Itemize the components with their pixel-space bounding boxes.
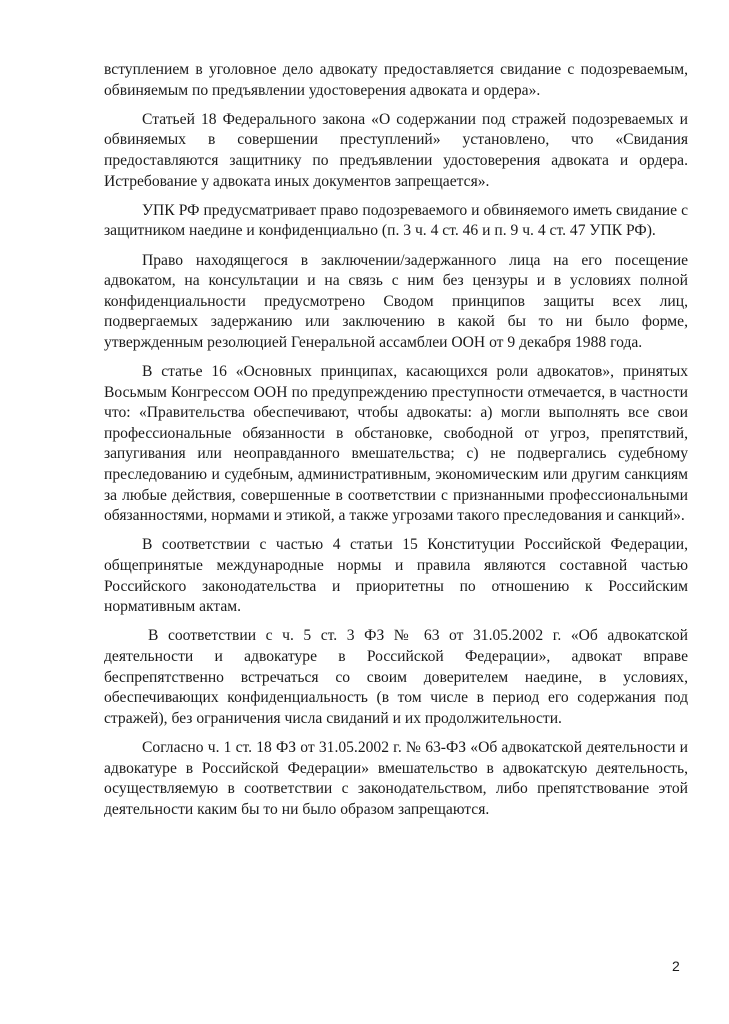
paragraph-constitution-article-15: В соответствии с частью 4 статьи 15 Конституции Российской Федерации, общепринятые международные нормы и правила являются составной частью Российского законодательства и приоритетны по отношению к Российским нормативным актам. <box>104 536 688 616</box>
paragraph-basic-principles-lawyers: В статье 16 «Основных принципах, касающихся роли адвокатов», принятых Восьмым Конгрессом ООН по предупреждению преступности отмечается, в частности что: «Правительства обеспечивают, чтобы адвокаты: а) могли выполнять все свои профессиональные обязанности в обстановке, свободной от угроз, препятствий, запугивания или неоправданного вмешательства; с) не подвергались судебному преследованию и судебным, административным, экономическим или другим санкциям за любые действия, совершенные в соответствии с признанными профессиональными обязанностями, нормами и этикой, а также угрозами такого преследования и санкций». <box>104 363 688 525</box>
paragraph-advocacy-law-article-18: Согласно ч. 1 ст. 18 ФЗ от 31.05.2002 г. № 63-ФЗ «Об адвокатской деятельности и адвокатуре в Российской Федерации» вмешательство в адвокатскую деятельность, осуществляемую в соответствии с законодательством, либо препятствование этой деятельности каким бы то ни было образом запрещаются. <box>104 738 688 818</box>
paragraph-un-body-of-principles: Право находящегося в заключении/задержанного лица на его посещение адвокатом, на консультации и на связь с ним без цензуры и в условиях полной конфиденциальности предусмотрено Сводом принципов защиты всех лиц, подвергаемых задержанию или заключению в какой бы то ни было форме, утвержденным резолюцией Генеральной ассамблеи ООН от 9 декабря 1988 года. <box>104 251 688 351</box>
paragraph-advocacy-law-article-3: В соответствии с ч. 5 ст. 3 ФЗ № 63 от 31.05.2002 г. «Об адвокатской деятельности и адвокатуре в Российской Федерации», адвокат вправе беспрепятственно встречаться со своим доверителем наедине, в условиях, обеспечивающих конфиденциальность (в том числе в период его содержания под стражей), без ограничения числа свиданий и их продолжительности. <box>104 627 688 727</box>
paragraph-upk-confidential-meeting: УПК РФ предусматривает право подозреваемого и обвиняемого иметь свидание с защитником наедине и конфиденциально (п. 3 ч. 4 ст. 46 и п. 9 ч. 4 ст. 47 УПК РФ). <box>104 201 688 240</box>
paragraph-article-18-detention-law: Статьей 18 Федерального закона «О содержании под стражей подозреваемых и обвиняемых в совершении преступлений» установлено, что «Свидания предоставляются защитнику по предъявлении удостоверения адвоката и ордера. Истребование у адвоката иных документов запрещается». <box>104 110 688 190</box>
paragraph-continuation: вступлением в уголовное дело адвокату предоставляется свидание с подозреваемым, обвиняемым по предъявлении удостоверения адвоката и ордера». <box>104 61 688 99</box>
page-number: 2 <box>672 958 680 974</box>
document-body <box>104 60 688 829</box>
